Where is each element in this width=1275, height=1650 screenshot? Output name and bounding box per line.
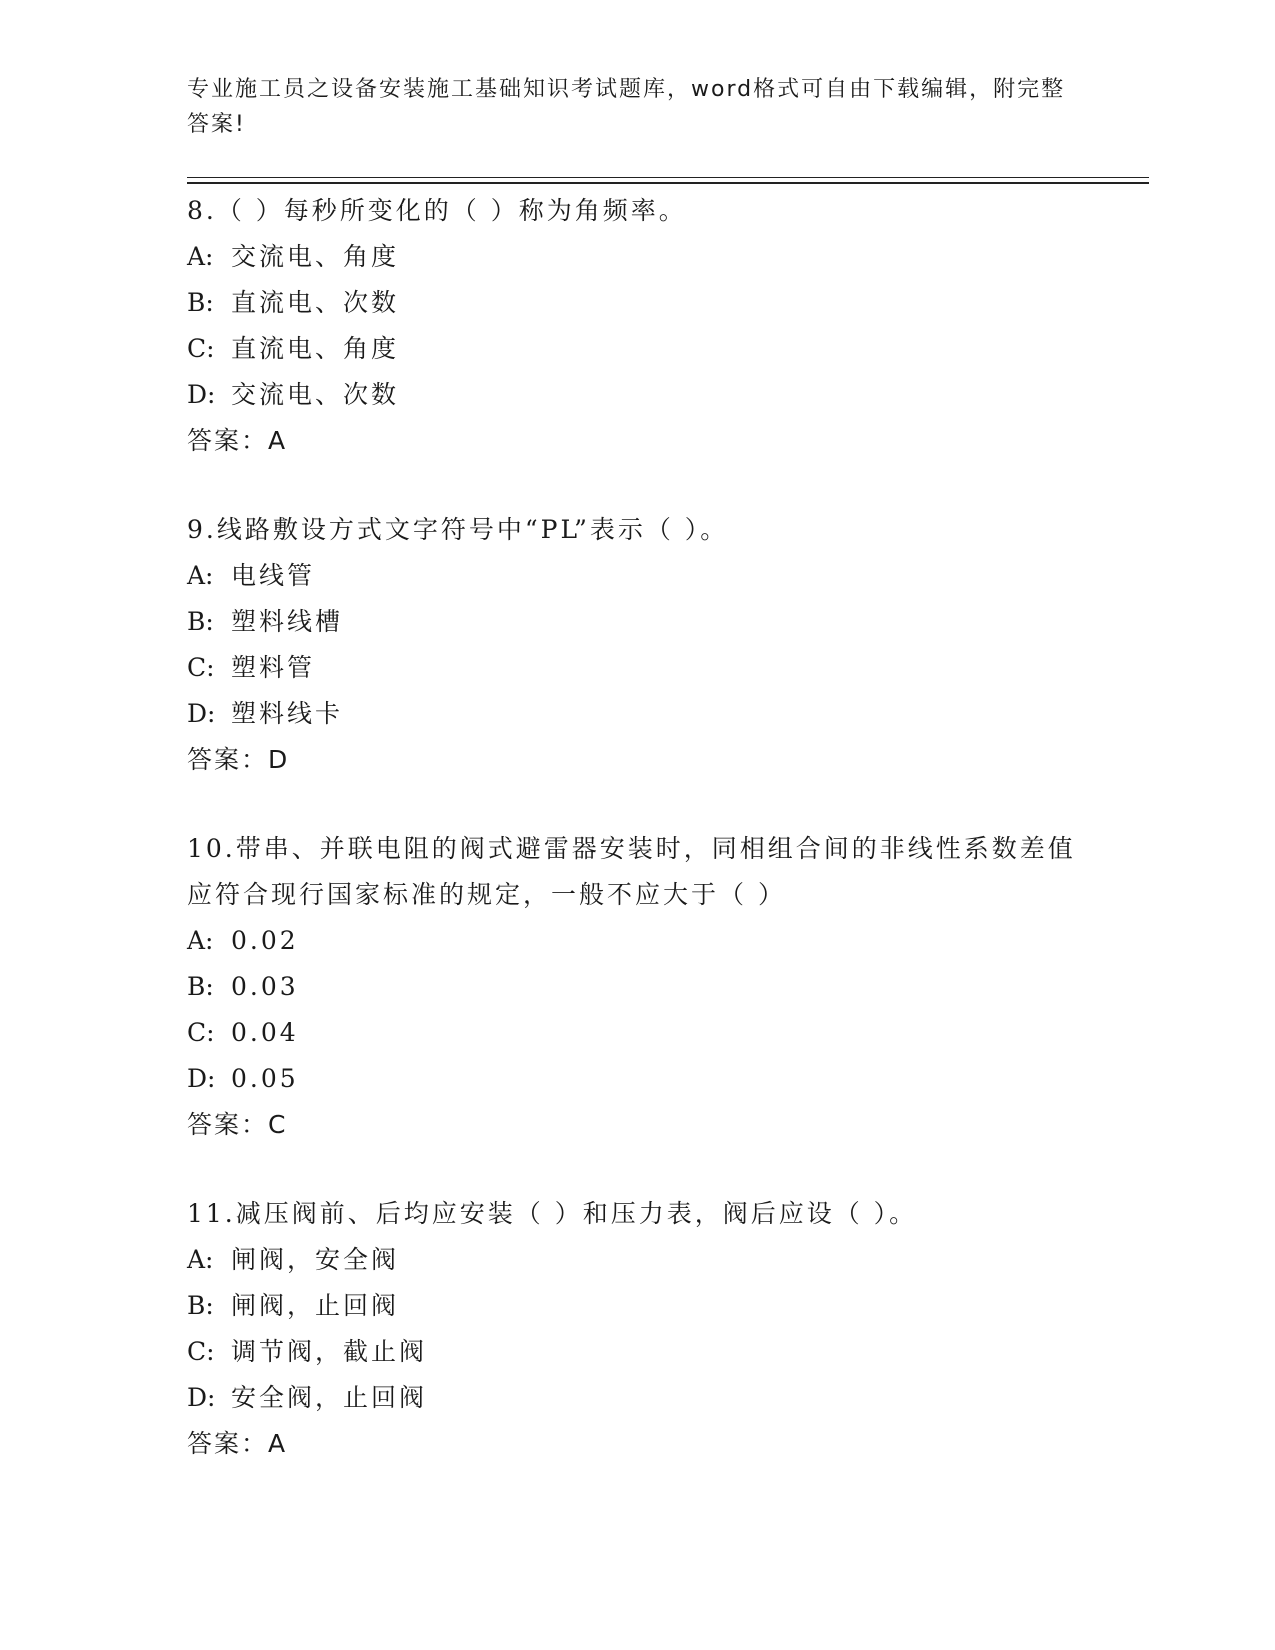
option-d [187, 1056, 1087, 1102]
option-key: B: [187, 1291, 214, 1320]
option-key: C: [187, 1337, 215, 1366]
option-b [187, 599, 1087, 645]
answer-line: 答案：C [187, 1110, 288, 1139]
option-c [187, 326, 1087, 372]
question-9 [187, 507, 1087, 783]
option-d [187, 691, 1087, 737]
question-11 [187, 1191, 1087, 1467]
option-b [187, 1283, 1087, 1329]
option-b [187, 280, 1087, 326]
question-stem: 8.（ ）每秒所变化的（ ）称为角频率。 [187, 196, 687, 225]
option-d [187, 1375, 1087, 1421]
option-c [187, 645, 1087, 691]
option-text: 闸阀，安全阀 [231, 1245, 400, 1274]
option-text: 交流电、角度 [231, 242, 400, 271]
option-text: 塑料管 [231, 653, 316, 682]
answer-line: 答案：D [187, 745, 290, 774]
option-key: C: [187, 334, 215, 363]
option-a [187, 1237, 1087, 1283]
option-key: A: [187, 1245, 214, 1274]
option-key: D: [187, 699, 216, 728]
option-text: 塑料线卡 [231, 699, 344, 728]
option-text: 0.05 [231, 1064, 299, 1093]
option-c [187, 1329, 1087, 1375]
question-8 [187, 188, 1087, 464]
option-text: 交流电、次数 [231, 380, 400, 409]
header-divider-thin [187, 177, 1149, 178]
option-text: 调节阀，截止阀 [231, 1337, 428, 1366]
option-a [187, 553, 1087, 599]
option-key: B: [187, 607, 214, 636]
option-key: A: [187, 242, 214, 271]
option-text: 0.03 [231, 972, 299, 1001]
question-stem: 11.减压阀前、后均应安装（ ）和压力表，阀后应设（ ）。 [187, 1199, 918, 1228]
option-a [187, 234, 1087, 280]
document-header: 专业施工员之设备安装施工基础知识考试题库，word格式可自由下载编辑，附完整答案! [187, 77, 1066, 137]
answer-line: 答案：A [187, 426, 288, 455]
option-text: 0.02 [231, 926, 299, 955]
answer-line: 答案：A [187, 1429, 288, 1458]
option-key: D: [187, 380, 216, 409]
option-a [187, 918, 1087, 964]
header-divider-thick [187, 182, 1149, 184]
option-text: 直流电、角度 [231, 334, 400, 363]
option-text: 塑料线槽 [231, 607, 344, 636]
question-stem: 10.带串、并联电阻的阀式避雷器安装时，同相组合间的非线性系数差值应符合现行国家标准的规定，一般不应大于（ ） [187, 834, 1076, 909]
option-b [187, 964, 1087, 1010]
question-10 [187, 826, 1087, 1148]
option-text: 安全阀，止回阀 [231, 1383, 428, 1412]
option-text: 直流电、次数 [231, 288, 400, 317]
option-d [187, 372, 1087, 418]
option-key: D: [187, 1064, 216, 1093]
option-text: 0.04 [231, 1018, 299, 1047]
option-text: 电线管 [231, 561, 316, 590]
question-stem: 9.线路敷设方式文字符号中“PL”表示（ ）。 [187, 515, 729, 544]
option-c [187, 1010, 1087, 1056]
option-key: D: [187, 1383, 216, 1412]
option-key: A: [187, 561, 214, 590]
option-key: B: [187, 288, 214, 317]
option-key: A: [187, 926, 214, 955]
option-key: B: [187, 972, 214, 1001]
option-key: C: [187, 1018, 215, 1047]
option-text: 闸阀，止回阀 [231, 1291, 400, 1320]
option-key: C: [187, 653, 215, 682]
